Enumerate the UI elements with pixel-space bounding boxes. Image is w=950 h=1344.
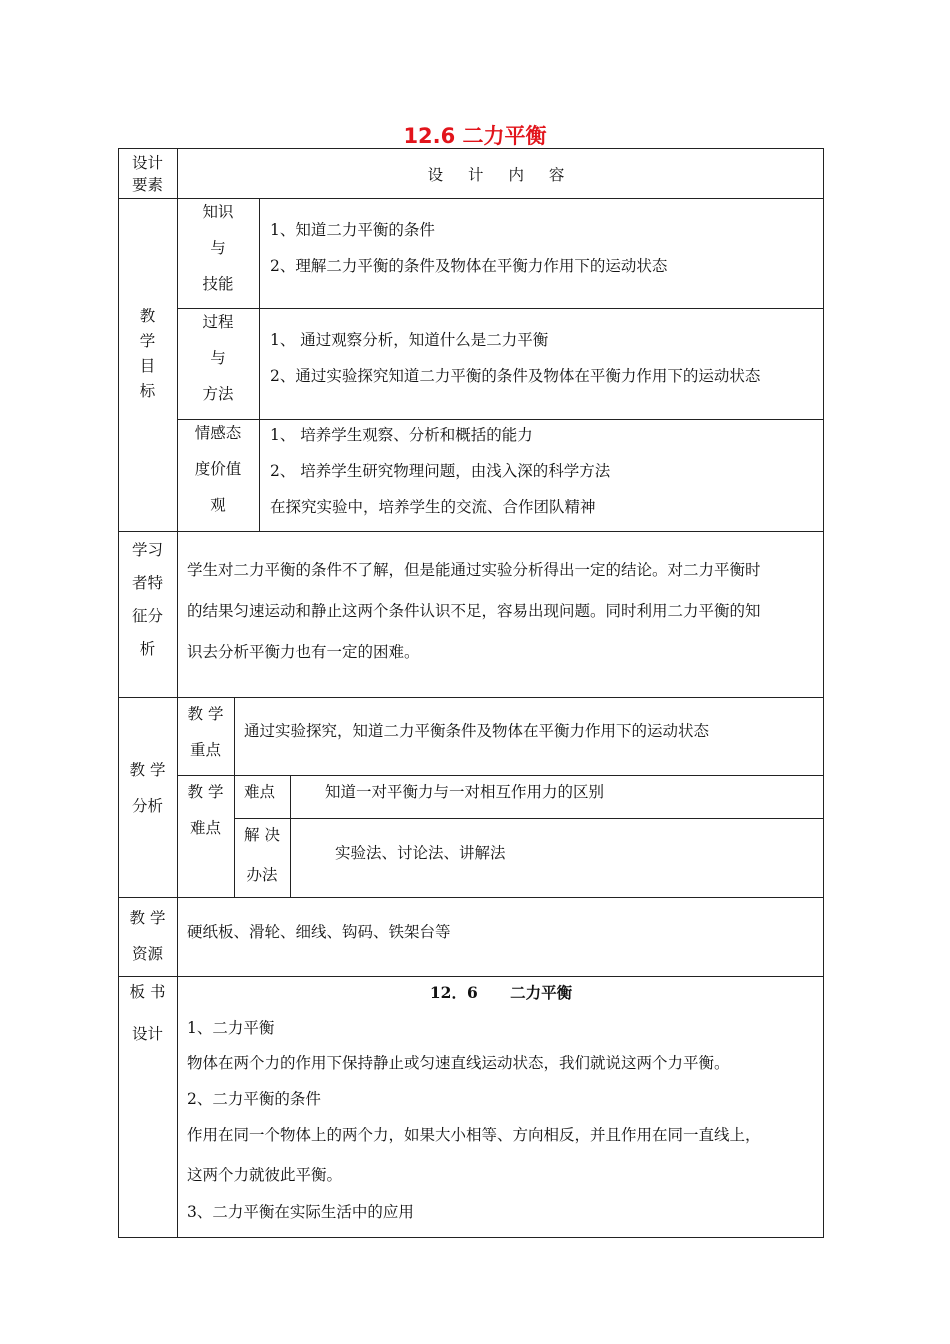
board-label [118,979,177,1049]
process-label-line: 过程 [202,313,234,331]
learner-line: 学生对二力平衡的条件不了解，但是能通过实验分析得出一定的结论。对二力平衡时 [187,561,761,579]
objectives-label [118,304,177,404]
board-line: 作用在同一个物体上的两个力，如果大小相等、方向相反，并且作用在同一直线上， [187,1126,761,1144]
emotion-item: 1、 培养学生观察、分析和概括的能力 [270,426,533,444]
knowledge-item: 1、知道二力平衡的条件 [270,221,435,239]
key-point-label-line: 重点 [189,741,221,759]
solution-label-line: 解 决 [244,826,280,844]
learner-label [118,534,177,666]
board-line: 这两个力就彼此平衡。 [187,1166,343,1184]
knowledge-label-line: 知识 [202,203,234,221]
key-point-label-line: 教 学 [187,705,224,723]
board-label-line: 板 书 [129,983,166,1001]
solution-label-line: 办法 [246,866,278,884]
board-line: 1、二力平衡 [187,1019,275,1037]
analysis-label [118,752,177,824]
knowledge-label-line: 技能 [202,275,234,293]
solution-label [234,815,290,895]
learner-label-line: 征分 [131,607,163,625]
header-left-line2: 要素 [131,176,163,194]
key-point-label [177,696,234,768]
analysis-label-line: 教 学 [129,761,166,779]
objectives-label-char: 目 [139,357,156,375]
board-line: 2、二力平衡的条件 [187,1090,321,1108]
difficulty-sub-label: 难点 [244,783,276,801]
header-right-label: 设 计 内 容 [427,166,575,184]
difficulty-text: 知道一对平衡力与一对相互作用力的区别 [325,783,605,801]
emotion-label [177,415,259,523]
resources-text: 硬纸板、滑轮、细线、钩码、铁架台等 [187,923,451,941]
board-line: 物体在两个力的作用下保持静止或匀速直线运动状态，我们就说这两个力平衡。 [187,1054,730,1072]
resources-label-line: 教 学 [129,909,166,927]
process-label [177,304,259,412]
page-title: 12.6 二力平衡 [403,124,547,148]
resources-label-line: 资源 [131,945,163,963]
learner-line: 的结果匀速运动和静止这两个条件认识不足，容易出现问题。同时利用二力平衡的知 [187,602,761,620]
knowledge-item: 2、理解二力平衡的条件及物体在平衡力作用下的运动状态 [270,257,668,275]
knowledge-label-line: 与 [210,239,226,257]
emotion-label-line: 度价值 [194,460,242,478]
difficulty-label-line: 教 学 [187,783,224,801]
resources-label [118,900,177,972]
difficulty-label [177,774,234,846]
knowledge-label [177,194,259,302]
learner-label-line: 者特 [131,574,163,592]
emotion-label-line: 情感态 [194,424,242,442]
analysis-label-line: 分析 [131,797,163,815]
learner-label-line: 析 [139,640,156,658]
solution-text: 实验法、讨论法、讲解法 [335,844,506,862]
header-left-line1: 设计 [131,154,163,172]
board-heading: 12．6 二力平衡 [429,983,573,1002]
objectives-label-char: 教 [139,307,156,325]
learner-line: 识去分析平衡力也有一定的困难。 [187,643,420,661]
key-point-text: 通过实验探究，知道二力平衡条件及物体在平衡力作用下的运动状态 [244,722,710,740]
header-left-label [118,152,177,196]
objectives-label-char: 学 [139,332,156,350]
emotion-label-line: 观 [210,496,226,514]
difficulty-label-line: 难点 [189,819,221,837]
process-item: 2、通过实验探究知道二力平衡的条件及物体在平衡力作用下的运动状态 [270,367,761,385]
emotion-item: 在探究实验中，培养学生的交流、合作团队精神 [270,498,596,516]
board-line: 3、二力平衡在实际生活中的应用 [187,1203,414,1221]
board-label-line: 设计 [131,1025,163,1043]
process-label-line: 方法 [202,385,234,403]
process-item: 1、 通过观察分析，知道什么是二力平衡 [270,331,549,349]
objectives-label-char: 标 [139,382,156,400]
learner-label-line: 学习 [131,541,163,559]
emotion-item: 2、 培养学生研究物理问题，由浅入深的科学方法 [270,462,611,480]
process-label-line: 与 [210,349,226,367]
